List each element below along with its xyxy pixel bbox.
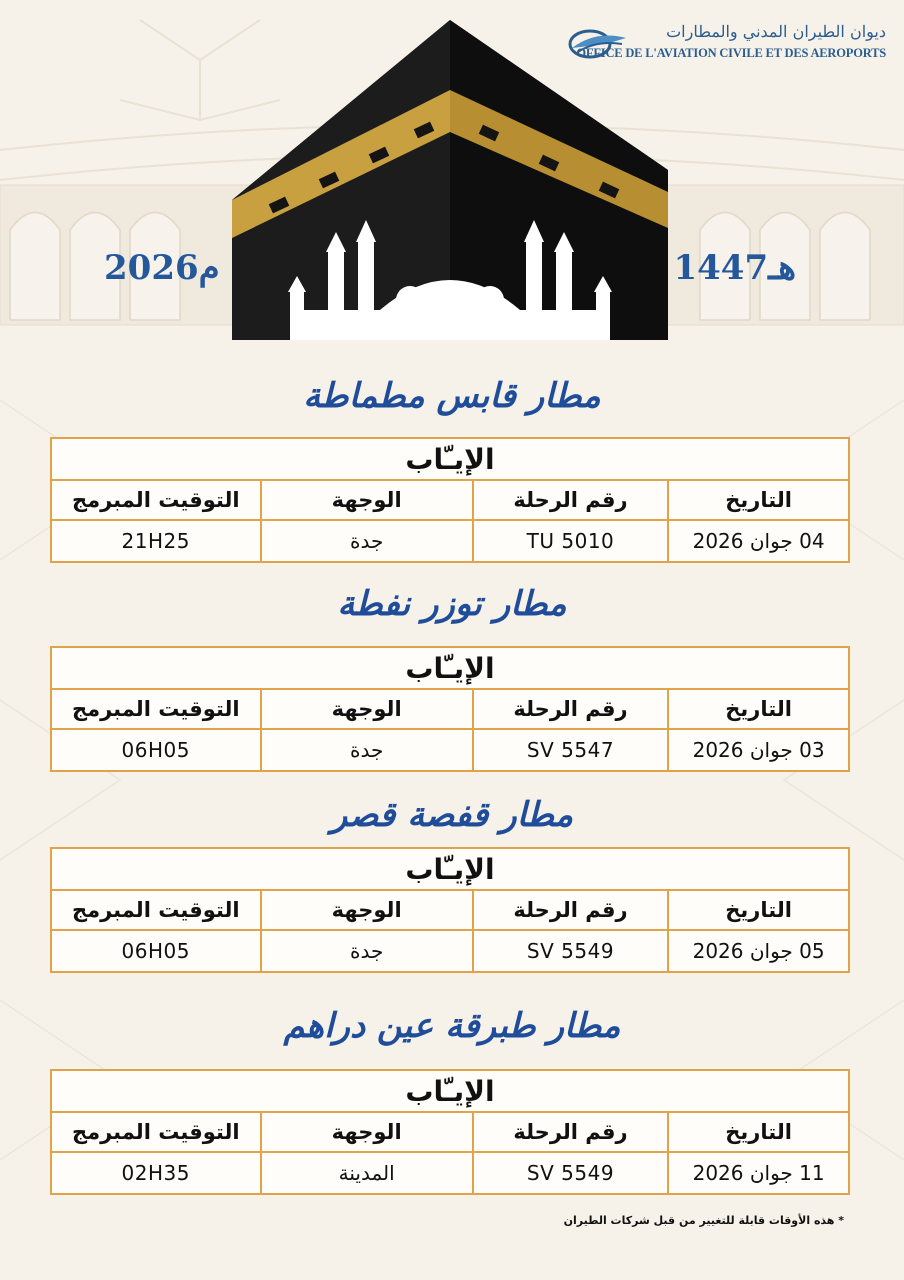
cell-date: 05 جوان 2026 — [668, 930, 849, 972]
airport-title-gafsa: مطار قفصة قصر — [330, 795, 574, 835]
footnote: * هذه الأوقات قابلة للتغيير من قبل شركات الطيران — [563, 1214, 844, 1227]
schedule-table-tozeur — [50, 646, 850, 772]
schedule-table-gabes — [50, 437, 850, 563]
header-date: التاريخ — [668, 689, 849, 729]
header-destination: الوجهة — [261, 480, 473, 520]
cell-destination: المدينة — [261, 1152, 473, 1194]
cell-time: 06H05 — [51, 930, 261, 972]
header-date: التاريخ — [668, 890, 849, 930]
cell-time: 02H35 — [51, 1152, 261, 1194]
return-label: الإيـّاب — [51, 1070, 849, 1112]
cell-flight: SV 5549 — [473, 1152, 668, 1194]
cell-time: 06H05 — [51, 729, 261, 771]
kaaba-illustration — [230, 20, 670, 340]
cell-time: 21H25 — [51, 520, 261, 562]
header-time: التوقيت المبرمج — [51, 480, 261, 520]
header-destination: الوجهة — [261, 1112, 473, 1152]
org-name-french: OFFICE DE L'AVIATION CIVILE ET DES AEROPORTS — [576, 46, 886, 60]
header-time: التوقيت المبرمج — [51, 689, 261, 729]
cell-flight: SV 5547 — [473, 729, 668, 771]
cell-destination: جدة — [261, 520, 473, 562]
header-time: التوقيت المبرمج — [51, 1112, 261, 1152]
cell-date: 11 جوان 2026 — [668, 1152, 849, 1194]
header-destination: الوجهة — [261, 890, 473, 930]
airport-title-gabes: مطار قابس مطماطة — [303, 376, 601, 416]
header-flight: رقم الرحلة — [473, 1112, 668, 1152]
header-destination: الوجهة — [261, 689, 473, 729]
cell-date: 04 جوان 2026 — [668, 520, 849, 562]
header-flight: رقم الرحلة — [473, 480, 668, 520]
cell-date: 03 جوان 2026 — [668, 729, 849, 771]
return-label: الإيـّاب — [51, 438, 849, 480]
cell-flight: TU 5010 — [473, 520, 668, 562]
return-label: الإيـّاب — [51, 647, 849, 689]
year-gregorian: 2026م — [104, 248, 220, 288]
cell-flight: SV 5549 — [473, 930, 668, 972]
header-time: التوقيت المبرمج — [51, 890, 261, 930]
cell-destination: جدة — [261, 930, 473, 972]
schedule-table-tabarka — [50, 1069, 850, 1195]
airport-title-tabarka: مطار طبرقة عين دراهم — [283, 1006, 621, 1046]
airport-title-tozeur: مطار توزر نفطة — [337, 584, 567, 624]
schedule-table-gafsa — [50, 847, 850, 973]
header-flight: رقم الرحلة — [473, 890, 668, 930]
header-flight: رقم الرحلة — [473, 689, 668, 729]
header-date: التاريخ — [668, 480, 849, 520]
header-date: التاريخ — [668, 1112, 849, 1152]
cell-destination: جدة — [261, 729, 473, 771]
return-label: الإيـّاب — [51, 848, 849, 890]
org-name-arabic: ديوان الطيران المدني والمطارات — [666, 22, 886, 41]
year-hijri: 1447هـ — [673, 248, 796, 288]
